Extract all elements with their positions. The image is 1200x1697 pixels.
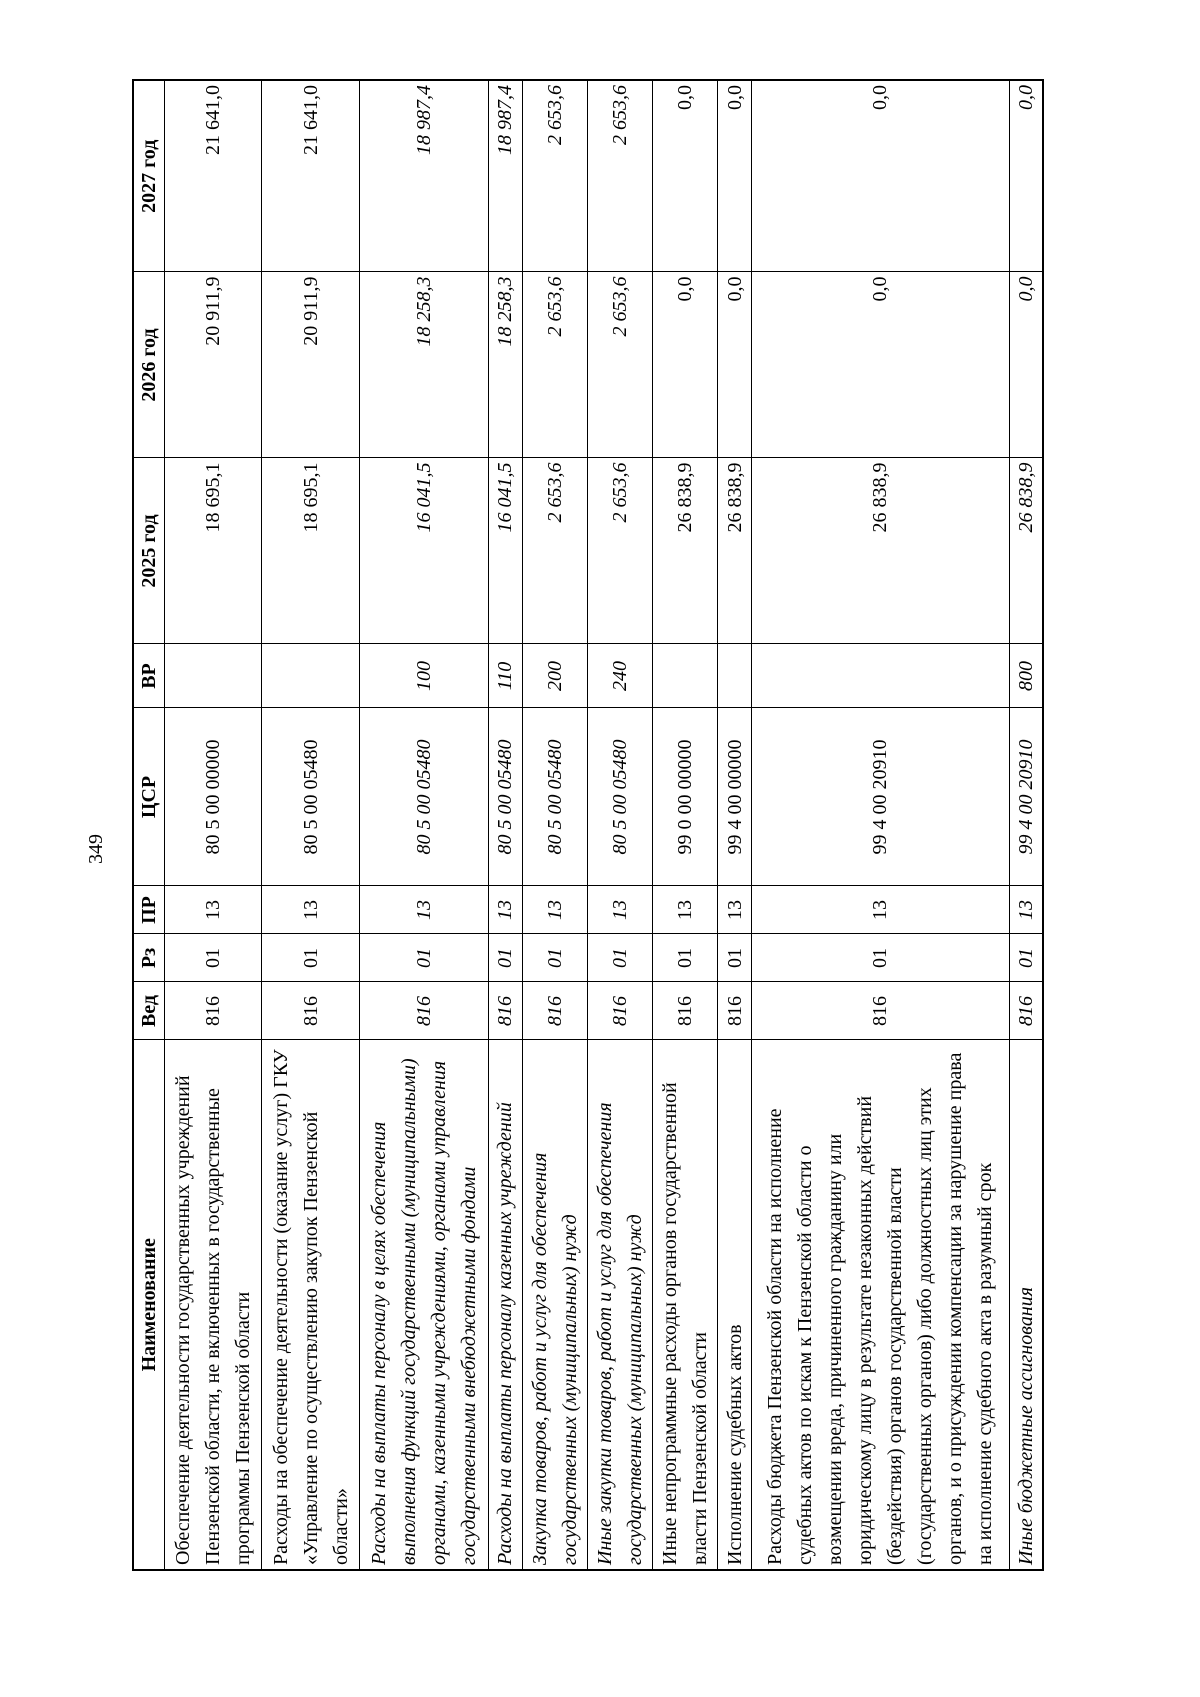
row-ved: 816 — [718, 982, 751, 1040]
row-vr: 800 — [1009, 644, 1043, 708]
row-vr — [262, 644, 359, 708]
row-2025: 26 838,9 — [751, 458, 1009, 644]
row-pr: 13 — [718, 886, 751, 934]
row-rz: 01 — [165, 934, 262, 982]
row-pr: 13 — [522, 886, 587, 934]
row-ved: 816 — [359, 982, 489, 1040]
row-2025: 16 041,5 — [359, 458, 489, 644]
row-2027: 0,0 — [1009, 80, 1043, 272]
row-2026: 20 911,9 — [262, 272, 359, 458]
row-ved: 816 — [522, 982, 587, 1040]
header-2025: 2025 год — [133, 458, 165, 644]
budget-table — [132, 79, 1044, 1571]
row-name: Иные непрограммные расходы органов государственной власти Пензенской области — [653, 1040, 718, 1570]
row-rz: 01 — [587, 934, 652, 982]
row-2025: 2 653,6 — [522, 458, 587, 644]
row-pr: 13 — [1009, 886, 1043, 934]
header-ved: Вед — [133, 982, 165, 1040]
row-2026: 0,0 — [653, 272, 718, 458]
row-2026: 18 258,3 — [489, 272, 522, 458]
row-csr: 80 5 00 05480 — [489, 708, 522, 886]
header-name: Наименование — [133, 1040, 165, 1570]
row-2025: 26 838,9 — [653, 458, 718, 644]
header-vr: ВР — [133, 644, 165, 708]
row-ved: 816 — [653, 982, 718, 1040]
row-csr: 99 4 00 20910 — [1009, 708, 1043, 886]
row-2027: 0,0 — [653, 80, 718, 272]
row-2025: 26 838,9 — [718, 458, 751, 644]
table-row — [1009, 80, 1043, 1570]
row-vr: 100 — [359, 644, 489, 708]
row-2027: 0,0 — [751, 80, 1009, 272]
row-pr: 13 — [165, 886, 262, 934]
budget-table-rotated — [132, 81, 1044, 1571]
row-pr: 13 — [653, 886, 718, 934]
table-row — [587, 80, 652, 1570]
row-2027: 21 641,0 — [262, 80, 359, 272]
row-ved: 816 — [587, 982, 652, 1040]
row-vr — [653, 644, 718, 708]
table-row — [262, 80, 359, 1570]
row-vr: 110 — [489, 644, 522, 708]
table-row — [489, 80, 522, 1570]
row-vr: 200 — [522, 644, 587, 708]
row-2025: 18 695,1 — [262, 458, 359, 644]
row-2027: 2 653,6 — [522, 80, 587, 272]
row-name: Обеспечение деятельности государственных учреждений Пензенской области, не включенных в государственные программы Пензенской области — [165, 1040, 262, 1570]
row-2027: 0,0 — [718, 80, 751, 272]
row-name: Расходы на выплаты персоналу в целях обеспечения выполнения функций государственными (муниципальными) органами, казенными учреждениями, органами управления государственными внебюджетными фондами — [359, 1040, 489, 1570]
row-name: Расходы бюджета Пензенской области на исполнение судебных актов по искам к Пензенской области о возмещении вреда, причиненного гражданину или юридическому лицу в результате незаконных действий (бездействия) органов государственной власти (государственных органов) либо должностных лиц этих органов, и о присуждении компенсации за нарушение права на исполнение судебного акта в разумный срок — [751, 1040, 1009, 1570]
table-header-row — [133, 80, 165, 1570]
header-pr: ПР — [133, 886, 165, 934]
row-2025: 2 653,6 — [587, 458, 652, 644]
table-row — [653, 80, 718, 1570]
row-2025: 18 695,1 — [165, 458, 262, 644]
row-rz: 01 — [1009, 934, 1043, 982]
row-name: Закупка товаров, работ и услуг для обеспечения государственных (муниципальных) нужд — [522, 1040, 587, 1570]
table-row — [165, 80, 262, 1570]
row-vr: 240 — [587, 644, 652, 708]
row-rz: 01 — [489, 934, 522, 982]
row-pr: 13 — [359, 886, 489, 934]
row-2027: 2 653,6 — [587, 80, 652, 272]
row-2027: 18 987,4 — [359, 80, 489, 272]
row-vr — [718, 644, 751, 708]
row-ved: 816 — [165, 982, 262, 1040]
header-rz: Рз — [133, 934, 165, 982]
row-name: Иные бюджетные ассигнования — [1009, 1040, 1043, 1570]
row-vr — [165, 644, 262, 708]
row-2026: 20 911,9 — [165, 272, 262, 458]
row-rz: 01 — [653, 934, 718, 982]
table-row — [522, 80, 587, 1570]
row-name: Иные закупки товаров, работ и услуг для обеспечения государственных (муниципальных) нужд — [587, 1040, 652, 1570]
row-name: Исполнение судебных актов — [718, 1040, 751, 1570]
row-pr: 13 — [489, 886, 522, 934]
row-2025: 26 838,9 — [1009, 458, 1043, 644]
row-pr: 13 — [587, 886, 652, 934]
row-name: Расходы на выплаты персоналу казенных учреждений — [489, 1040, 522, 1570]
row-2026: 0,0 — [1009, 272, 1043, 458]
page-number: 349 — [85, 834, 107, 864]
row-2026: 0,0 — [751, 272, 1009, 458]
row-csr: 80 5 00 05480 — [359, 708, 489, 886]
header-2027: 2027 год — [133, 80, 165, 272]
row-rz: 01 — [359, 934, 489, 982]
row-csr: 80 5 00 05480 — [587, 708, 652, 886]
table-row — [718, 80, 751, 1570]
row-name: Расходы на обеспечение деятельности (оказание услуг) ГКУ «Управление по осуществлению закупок Пензенской области» — [262, 1040, 359, 1570]
row-csr: 80 5 00 05480 — [262, 708, 359, 886]
table-row — [359, 80, 489, 1570]
row-pr: 13 — [751, 886, 1009, 934]
row-csr: 99 0 00 00000 — [653, 708, 718, 886]
table-row — [751, 80, 1009, 1570]
header-csr: ЦСР — [133, 708, 165, 886]
row-csr: 99 4 00 00000 — [718, 708, 751, 886]
row-csr: 80 5 00 05480 — [522, 708, 587, 886]
row-2026: 2 653,6 — [587, 272, 652, 458]
row-ved: 816 — [751, 982, 1009, 1040]
row-vr — [751, 644, 1009, 708]
row-csr: 99 4 00 20910 — [751, 708, 1009, 886]
row-2026: 2 653,6 — [522, 272, 587, 458]
row-rz: 01 — [718, 934, 751, 982]
row-ved: 816 — [489, 982, 522, 1040]
header-2026: 2026 год — [133, 272, 165, 458]
row-ved: 816 — [262, 982, 359, 1040]
row-pr: 13 — [262, 886, 359, 934]
row-2026: 0,0 — [718, 272, 751, 458]
row-rz: 01 — [522, 934, 587, 982]
row-csr: 80 5 00 00000 — [165, 708, 262, 886]
row-2027: 18 987,4 — [489, 80, 522, 272]
row-2026: 18 258,3 — [359, 272, 489, 458]
row-2025: 16 041,5 — [489, 458, 522, 644]
row-rz: 01 — [751, 934, 1009, 982]
row-2027: 21 641,0 — [165, 80, 262, 272]
row-ved: 816 — [1009, 982, 1043, 1040]
row-rz: 01 — [262, 934, 359, 982]
